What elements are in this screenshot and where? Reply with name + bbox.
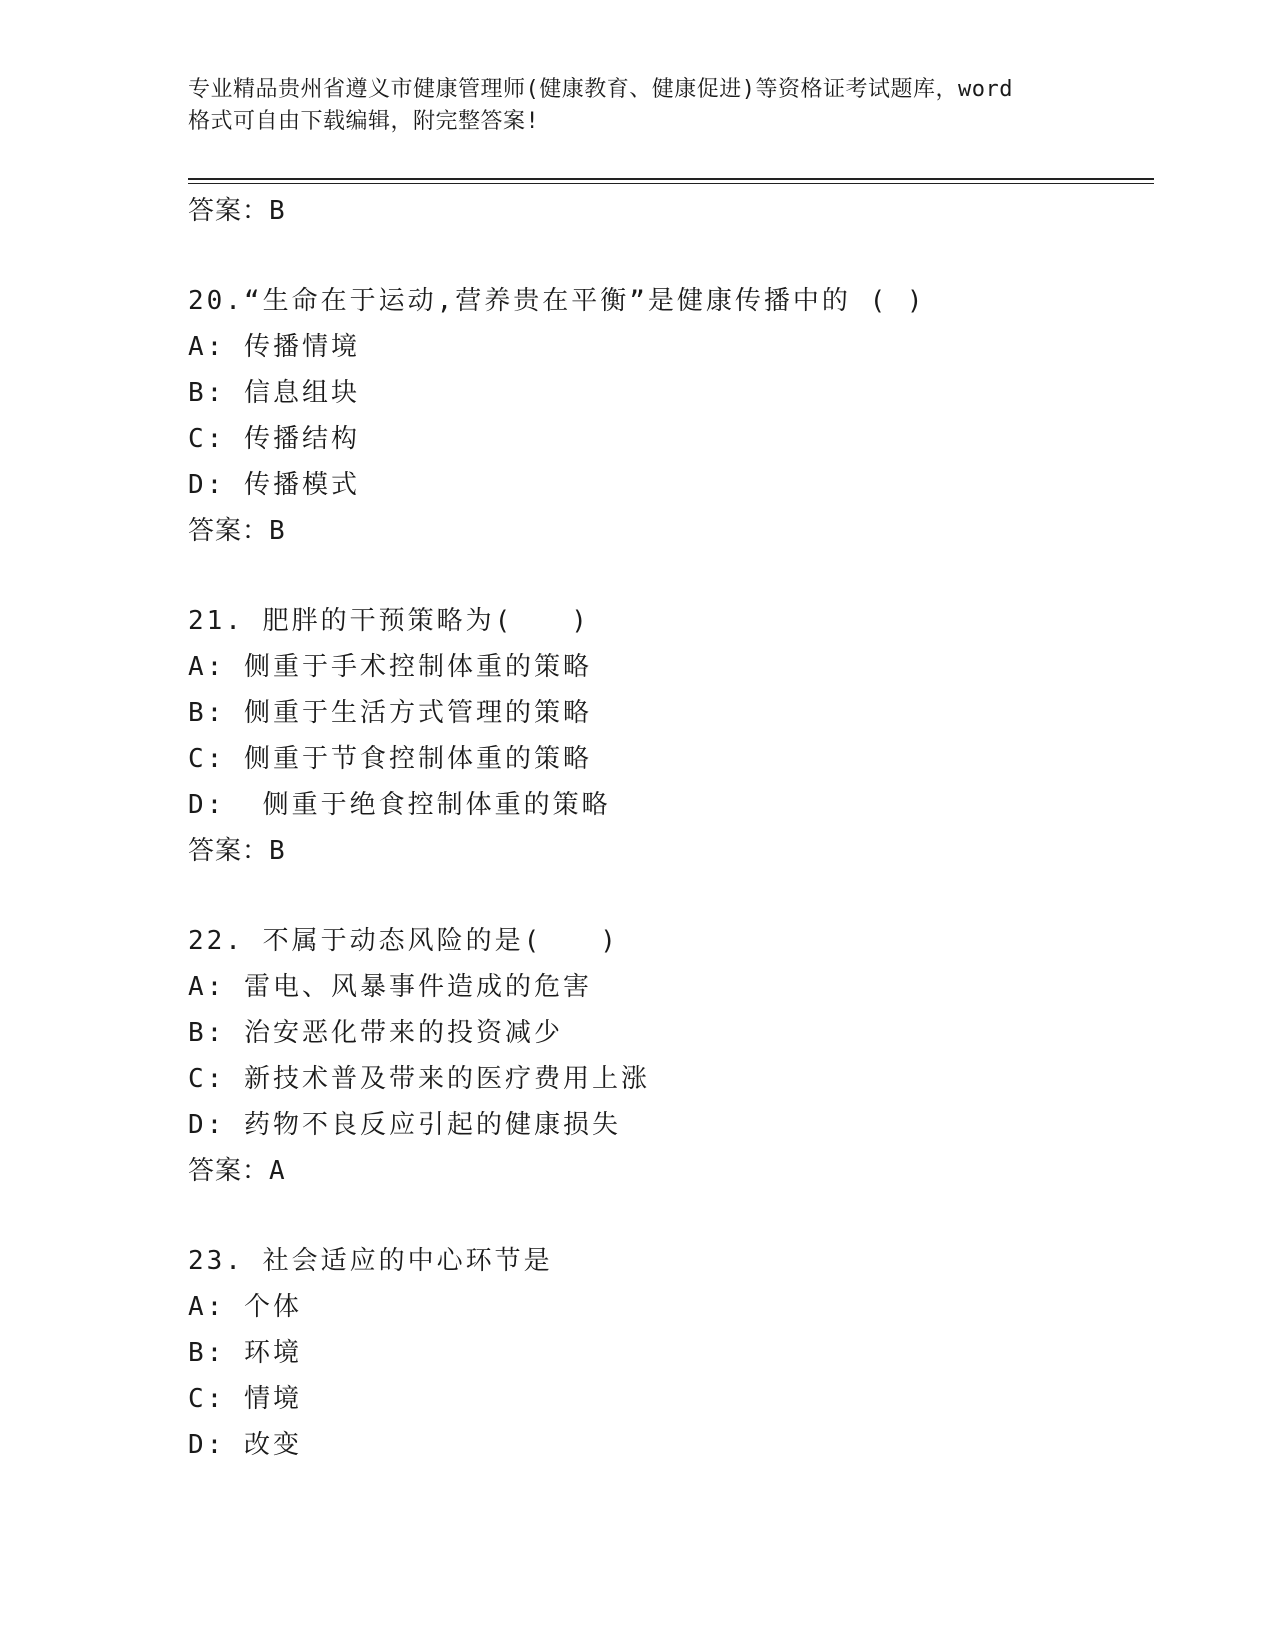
option-c: C: 情境: [188, 1384, 302, 1414]
option-a: A: 个体: [188, 1292, 302, 1322]
answer-line: 答案：B: [188, 516, 286, 546]
header-rule-thick: [188, 178, 1154, 180]
option-d: D: 侧重于绝食控制体重的策略: [188, 790, 611, 820]
header-line-2: 格式可自由下载编辑，附完整答案!: [188, 109, 540, 134]
option-c: C: 侧重于节食控制体重的策略: [188, 744, 592, 774]
option-d: D: 药物不良反应引起的健康损失: [188, 1110, 621, 1140]
question-stem: 22. 不属于动态风险的是( ): [188, 926, 619, 956]
option-d: D: 传播模式: [188, 470, 360, 500]
question-block: [188, 1238, 1148, 1468]
option-a: A: 传播情境: [188, 332, 360, 362]
question-stem: 21. 肥胖的干预策略为( ): [188, 606, 590, 636]
option-d: D: 改变: [188, 1430, 302, 1460]
question-block: [188, 918, 1148, 1194]
question-block: [188, 598, 1148, 874]
header-line-1: 专业精品贵州省遵义市健康管理师(健康教育、健康促进)等资格证考试题库，word: [188, 77, 1013, 102]
question-block: [188, 278, 1148, 554]
option-c: C: 传播结构: [188, 424, 360, 454]
option-b: B: 环境: [188, 1338, 302, 1368]
header-rule-thin: [188, 183, 1154, 184]
answer-line: 答案：B: [188, 196, 286, 226]
answer-line: 答案：A: [188, 1156, 286, 1186]
document-header: [188, 74, 1088, 138]
option-b: B: 信息组块: [188, 378, 360, 408]
option-b: B: 治安恶化带来的投资减少: [188, 1018, 563, 1048]
option-a: A: 侧重于手术控制体重的策略: [188, 652, 592, 682]
question-stem: 20.“生命在于运动,营养贵在平衡”是健康传播中的 ( ): [188, 286, 926, 316]
option-a: A: 雷电、风暴事件造成的危害: [188, 972, 592, 1002]
question-list: [188, 188, 1148, 1468]
option-c: C: 新技术普及带来的医疗费用上涨: [188, 1064, 650, 1094]
option-b: B: 侧重于生活方式管理的策略: [188, 698, 592, 728]
answer-line: 答案：B: [188, 836, 286, 866]
question-stem: 23. 社会适应的中心环节是: [188, 1246, 553, 1276]
